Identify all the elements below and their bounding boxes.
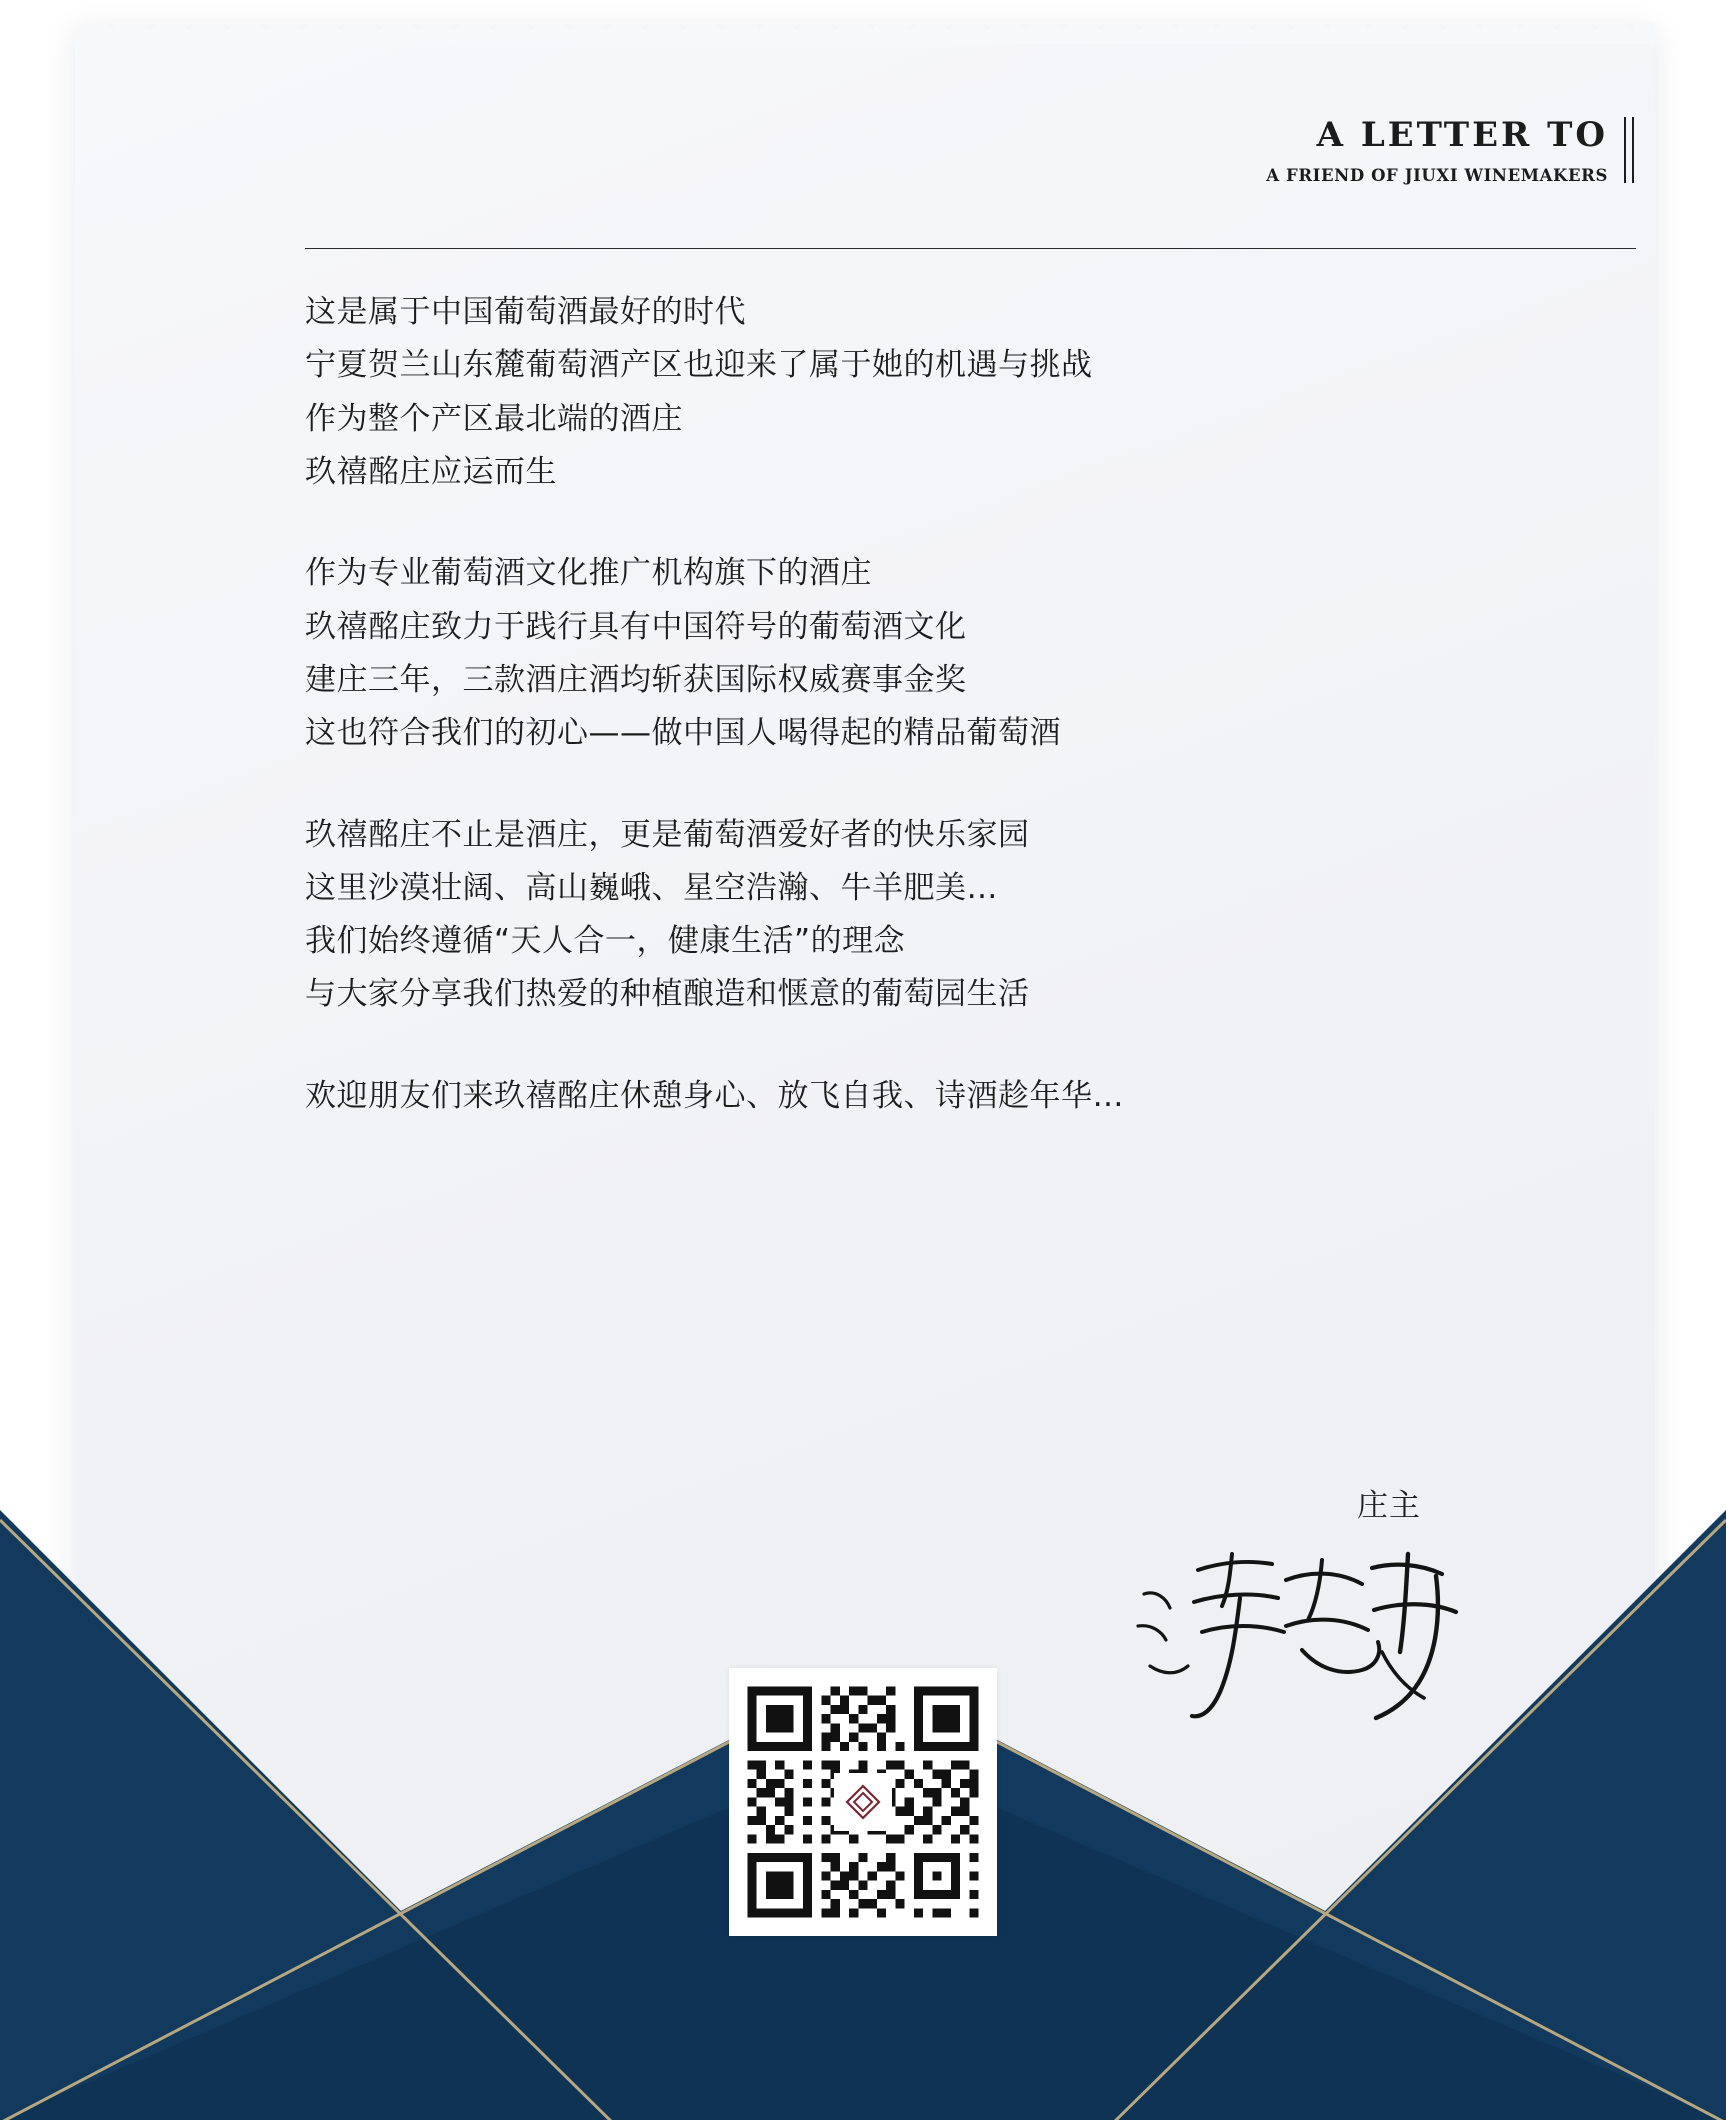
paragraph	[305, 286, 1425, 499]
body-line: 玖禧酩庄致力于践行具有中国符号的葡萄酒文化	[305, 608, 967, 645]
signature-label: 庄主	[1357, 1488, 1421, 1524]
header-divider	[305, 248, 1636, 249]
body-line: 这也符合我们的初心——做中国人喝得起的精品葡萄酒	[305, 715, 1061, 752]
body-line: 宁夏贺兰山东麓葡萄酒产区也迎来了属于她的机遇与挑战	[305, 347, 1093, 384]
body-line: 我们始终遵循“天人合一，健康生活”的理念	[305, 923, 906, 960]
letter-header	[1266, 115, 1636, 185]
body-line: 作为整个产区最北端的酒庄	[305, 400, 683, 437]
body-line: 作为专业葡萄酒文化推广机构旗下的酒庄	[305, 555, 872, 592]
qr-code-icon[interactable]	[729, 1668, 997, 1936]
paragraph	[305, 809, 1425, 1022]
page-subtitle: A FRIEND OF JIUXI WINEMAKERS	[1266, 165, 1608, 185]
letter-body	[305, 286, 1425, 1123]
body-line: 与大家分享我们热爱的种植酿造和惬意的葡萄园生活	[305, 976, 1030, 1013]
header-text-block	[1266, 115, 1608, 185]
body-line: 玖禧酩庄应运而生	[305, 453, 557, 490]
page-title: A LETTER TO	[1316, 115, 1608, 155]
body-line: 这是属于中国葡萄酒最好的时代	[305, 294, 746, 330]
body-line: 欢迎朋友们来玖禧酩庄休憩身心、放飞自我、诗酒趁年华…	[305, 1077, 1124, 1114]
body-line: 这里沙漠壮阔、高山巍峨、星空浩瀚、牛羊肥美…	[305, 869, 998, 906]
double-bar-ornament-icon	[1622, 117, 1636, 183]
paragraph	[305, 1070, 1425, 1123]
body-line: 玖禧酩庄不止是酒庄，更是葡萄酒爱好者的快乐家园	[305, 816, 1030, 853]
scalloped-edge	[75, 22, 1655, 44]
paragraph	[305, 547, 1425, 760]
body-line: 建庄三年，三款酒庄酒均斩获国际权威赛事金奖	[305, 661, 967, 698]
diamond-logo-icon	[834, 1773, 892, 1831]
